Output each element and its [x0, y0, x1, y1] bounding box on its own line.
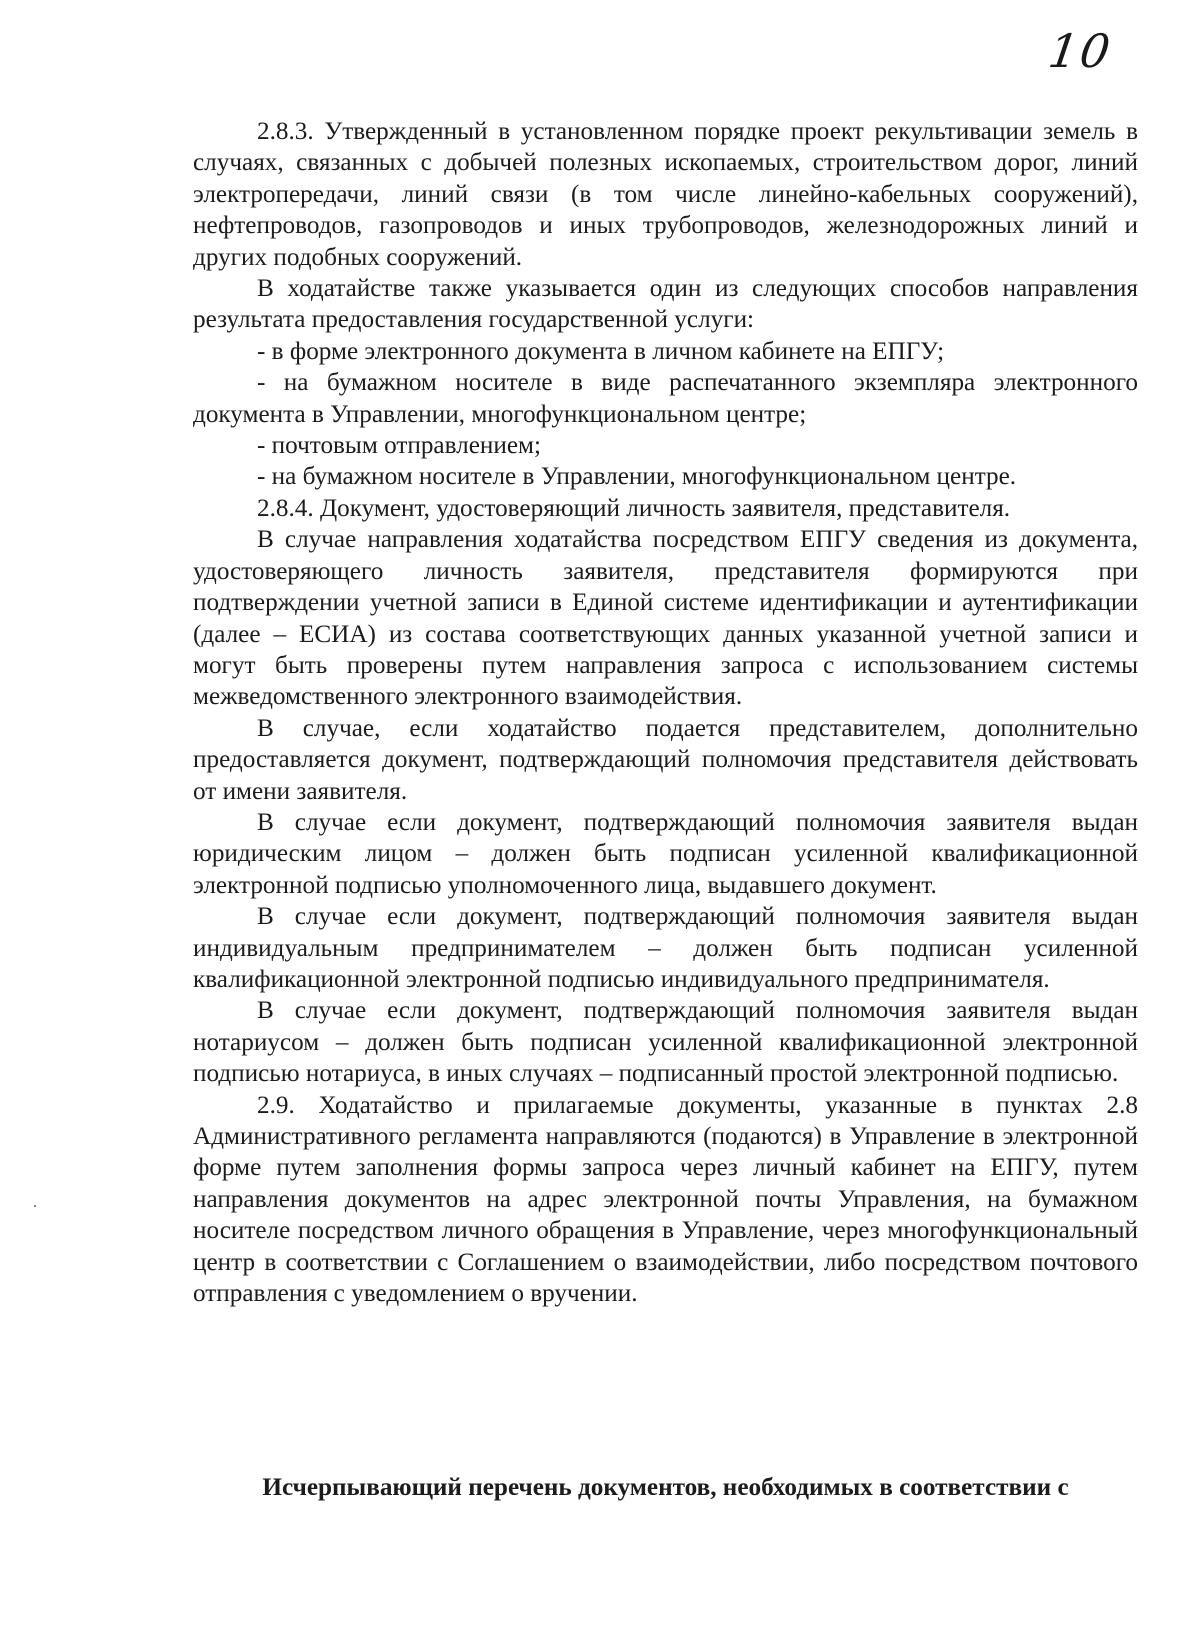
paragraph-2-8-4: 2.8.4. Документ, удостоверяющий личность заявителя, представителя.	[257, 494, 1011, 522]
list-item-electronic-document: - в форме электронного документа в личном кабинете на ЕПГУ;	[257, 337, 945, 365]
page-number: 10	[1045, 24, 1116, 78]
paragraph-entrepreneur: В случае если документ, подтверждающий полномочия заявителя выдан индивидуальным предпринимателем – должен быть подписан усиленной квалификационной электронной подписью индивидуального предпринимателя.	[193, 903, 1138, 993]
section-heading: Исчерпывающий перечень документов, необходимых в соответствии с	[262, 1474, 1069, 1501]
paragraph-legal-entity: В случае если документ, подтверждающий полномочия заявителя выдан юридическим лицом – должен быть подписан усиленной квалификационной электронной подписью уполномоченного лица, выдавшего документ.	[193, 808, 1138, 899]
paragraph-representative: В случае, если ходатайство подается представителем, дополнительно предоставляется документ, подтверждающий полномочия представителя действовать от имени заявителя.	[193, 714, 1138, 805]
document-body	[193, 116, 1138, 1309]
paragraph-2-9: 2.9. Ходатайство и прилагаемые документы, указанные в пунктах 2.8 Административного регламента направляются (подаются) в Управление в электронной форме путем заполнения формы запроса через личный кабинет на ЕПГУ, путем направления документов на адрес электронной почты Управления, на бумажном носителе посредством личного обращения в Управление, через многофункциональный центр в соответствии с Соглашением о взаимодействии, либо посредством почтового отправления с уведомлением о вручении.	[193, 1091, 1138, 1308]
paragraph-delivery-methods-intro: В ходатайстве также указывается один из следующих способов направления результата предоставления государственной услуги:	[193, 275, 1138, 334]
paragraph-2-8-3: 2.8.3. Утвержденный в установленном порядке проект рекультивации земель в случаях, связанных с добычей полезных ископаемых, строительством дорог, линий электропередачи, линий связи (в том числе линейно-кабельных сооружений), нефтепроводов, газопроводов и иных трубопроводов, железнодорожных линий и других подобных сооружений.	[193, 118, 1138, 271]
list-item-postal: - почтовым отправлением;	[257, 432, 541, 460]
paragraph-notary: В случае если документ, подтверждающий полномочия заявителя выдан нотариусом – должен быть подписан усиленной квалификационной электронной подписью нотариуса, в иных случаях – подписанный простой электронной подписью.	[193, 997, 1138, 1088]
list-item-paper-in-office: - на бумажном носителе в Управлении, многофункциональном центре.	[257, 463, 1017, 491]
paragraph-epgu-identity: В случае направления ходатайства посредством ЕПГУ сведения из документа, удостоверяющего личность заявителя, представителя формируются при подтверждении учетной записи в Единой системе идентификации и аутентификации (далее – ЕСИА) из состава соответствующих данных указанной учетной записи и могут быть проверены путем направления запроса с использованием системы межведомственного электронного взаимодействия.	[193, 526, 1138, 711]
scan-speck	[34, 1205, 36, 1207]
list-item-printed-copy: - на бумажном носителе в виде распечатанного экземпляра электронного документа в Управлении, многофункциональном центре;	[193, 369, 1138, 428]
